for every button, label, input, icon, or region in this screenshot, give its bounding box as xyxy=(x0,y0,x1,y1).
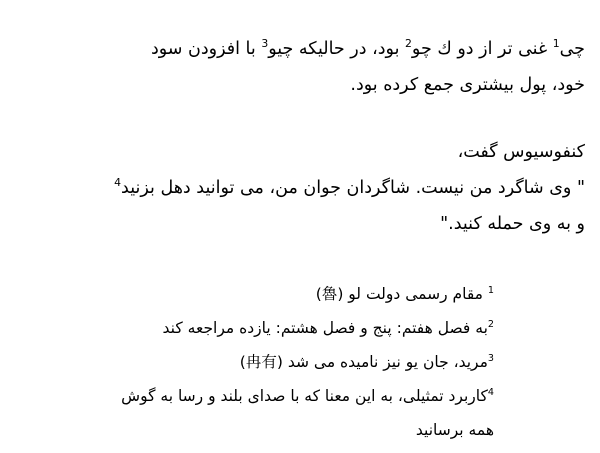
text-run: كاربرد تمثیلی، به این معنا كه با صدای بلند و رسا به گوش xyxy=(121,387,488,405)
text-line xyxy=(8,31,585,67)
text-line xyxy=(8,345,494,379)
paragraph-intro xyxy=(8,31,585,103)
text-run: كنفوسیوس گفت، xyxy=(457,142,585,162)
footnote-marker: 4 xyxy=(114,176,122,190)
text-run: با افزودن سود xyxy=(150,39,262,59)
text-run: مرید، جان یو نیز نامیده می شد (冉有) xyxy=(239,353,488,371)
text-line xyxy=(8,311,494,345)
text-run: غنی تر از دو ك چو xyxy=(411,39,553,59)
text-run: خود، پول بیشتری جمع كرده بود. xyxy=(350,75,585,95)
text-line xyxy=(8,413,494,447)
text-line xyxy=(8,206,585,242)
footnote-marker: 3 xyxy=(261,37,269,51)
text-line xyxy=(8,67,585,103)
footnotes-section xyxy=(8,277,494,447)
text-run: بود، در حالیكه چیو xyxy=(268,39,406,59)
text-line xyxy=(8,379,494,413)
text-line xyxy=(8,170,585,206)
text-line xyxy=(8,277,494,311)
text-run: مقام رسمی دولت لو (魯) xyxy=(315,285,488,303)
text-run: به فصل هفتم: پنج و فصل هشتم: یازده مراجعه كند xyxy=(162,319,488,337)
footnote-marker: 2 xyxy=(487,318,494,330)
footnote-marker: 2 xyxy=(405,37,412,51)
text-run: چی xyxy=(559,39,585,59)
text-run: و به وی حمله كنید." xyxy=(440,214,585,234)
footnote-marker: 1 xyxy=(487,284,494,296)
paragraph-confucius-quote xyxy=(8,134,585,242)
text-line xyxy=(8,134,585,170)
footnote-marker: 1 xyxy=(552,37,560,51)
footnote-marker: 4 xyxy=(487,386,494,398)
text-run: همه برسانید xyxy=(415,421,494,439)
text-run: " وی شاگرد من نیست. شاگردان جوان من، می توانید دهل بزنید xyxy=(121,178,585,198)
footnote-marker: 3 xyxy=(487,352,494,364)
